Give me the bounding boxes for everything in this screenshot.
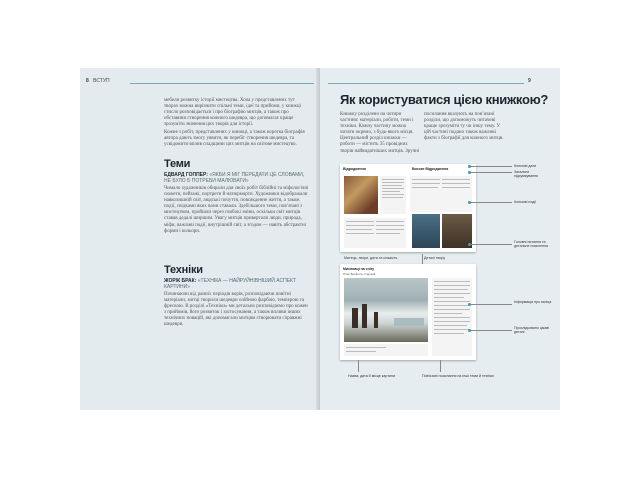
themes-quote-text: «ЯКБИ Я МІГ ПЕРЕДАТИ ЦЕ СЛОВАМИ, НЕ БУЛО Б ПОТРЕБИ МАЛЮВАТИ» (164, 172, 305, 184)
sample-painting-annunciation (344, 176, 378, 214)
callout-key-dates: Ключові дати (514, 164, 537, 168)
sample-text-block-2 (344, 218, 406, 248)
right-intro-col2: посилання вказують на пов’язані розділи, що допоможуть читачеві краще зрозуміти ту чи іншу тему. У цій частині подано також важливі факти з біографії для кожного митця. (424, 112, 504, 142)
callout-summary: Загальне підсумкування (514, 170, 539, 179)
right-page-number-text: 9 (528, 78, 531, 84)
callout-line-2 (470, 172, 512, 173)
left-page-number: 8 (86, 78, 89, 84)
callout-main-questions: Головні питання та детальне пояснення (514, 240, 549, 249)
book-spread (80, 68, 560, 410)
callout-line-6 (470, 330, 512, 331)
callout-dot-1 (468, 165, 471, 168)
sample-caption-strip (344, 344, 428, 356)
callout-vline-title (358, 360, 359, 372)
section-heading-techniques: Техніки (164, 264, 203, 276)
sample-text-column (432, 278, 472, 356)
callout-line-5 (470, 304, 512, 305)
callout-artist-info: Інформація про митця (514, 300, 552, 304)
sample-spread-bottom-title: Мисливці на снігу (343, 267, 375, 271)
sample-spread-top-title-right: Високе Відродження (412, 167, 449, 171)
techniques-body: Починаючи від ранніх періодів ворів, розповідаючи новітні матеріали, митці творили шедеври олійною фарбою, темперою та фрескою. В розділі «Техніки» ми детально розповідаємо про кожен з прийомів, його розвиток і застосування, а також впливи інших технічних новацій, які допомагали митцям створювати справжні шедеври. (164, 292, 308, 328)
callout-dot-5 (468, 303, 471, 306)
left-running-head-title: ВСТУП (93, 78, 110, 84)
sample-spread-bottom-subtitle: Пітер Брейгель Старший (343, 272, 376, 276)
sample-text-block-3 (410, 176, 472, 212)
callout-line-1 (470, 166, 512, 167)
left-running-head (86, 78, 110, 84)
callout-title-date-place: Назва, дата й місце картини (348, 374, 395, 378)
callout-dot-3 (468, 201, 471, 204)
how-to-use-title: Як користуватися цією книжкою? (340, 92, 549, 107)
callout-interesting-details: Прослідковано цікаві деталі (514, 326, 550, 335)
left-page (80, 68, 320, 410)
sample-spread-top-title-left: Відродження (343, 167, 366, 171)
sample-text-block-1 (380, 176, 406, 214)
sample-painting-architecture (412, 214, 440, 248)
section-heading-themes: Теми (164, 158, 191, 170)
themes-body: Чимало художників обирали для своїх робіт біблійні та міфологічні сюжети, пейзажі, портрети й натюрморти. Художники відображали навколишній світ, людські почуття, повсякденне життя, а також події, свідками яких вони ставали. Здебільшого теми, пов’язані з мистецтвом, пройшли через глибокі зміни, оскільки світ митців ставав дедалі ширшим. Увагу митців привертали люди, природа, міфи, важливі події, внутрішній світ, а згодом — навіть абстрактні форми і кольори. (164, 186, 309, 234)
callout-vline-related (440, 360, 441, 372)
right-page-number (528, 78, 531, 84)
callout-vline-details (422, 254, 423, 264)
callout-key-events: Ключові події (514, 200, 537, 204)
callout-line-4 (470, 244, 512, 245)
callout-artist-works: Митець, твори, дати та кількість (344, 256, 398, 260)
right-intro-col1: Книжку розділено на чотири частини: матеріали, роботи, теми і техніки. Кожну частину можна читати окремо, з будь-якого місця. Центральний розділ книжки — роботи — містить 35 провідних творів найвидатніших митців. Зручні (340, 112, 420, 154)
callout-dot-2 (468, 171, 471, 174)
left-intro-paragraph: мебели розвитку історії мистецтва. Хоча у представлених тут творах можна вирізнити спільні теми, ідеї та прийоми, у книжці стисло розповідається і про біографію митців, а також про обставини створення кожного шедевра, що допомагає краще зрозуміти значення цих творів для історії. (164, 98, 301, 128)
left-intro-paragraph-2: Кожне з робіт, представлених у книжці, а також коротка біографія автора дають змогу уявити, як перебіг створення шедевра, та усвідомити вплив спадщини цих митців на світове мистецтво. (164, 130, 305, 148)
callout-line-3 (470, 202, 512, 203)
techniques-quote-text: «ТЕХНІКА — НАЙРУЙНІВНІШИЙ АСПЕКТ КАРТИНИ» (164, 278, 297, 290)
sample-spread-top (340, 164, 476, 252)
right-page (320, 68, 560, 410)
sample-spread-bottom (340, 264, 476, 360)
sample-painting-hunters-in-snow (344, 278, 428, 342)
callout-dot-4 (468, 243, 471, 246)
techniques-quote (164, 278, 310, 290)
themes-quote-author: ЕДВАРД ГОППЕР: (164, 172, 208, 178)
callout-dot-6 (468, 329, 471, 332)
themes-quote (164, 172, 310, 184)
callout-related-links: Пов’язані посилання на інші теми й техніки (422, 374, 494, 378)
techniques-quote-author: ЖОРЖ БРАК: (164, 278, 197, 284)
callout-work-details: Деталі твору (424, 256, 446, 260)
